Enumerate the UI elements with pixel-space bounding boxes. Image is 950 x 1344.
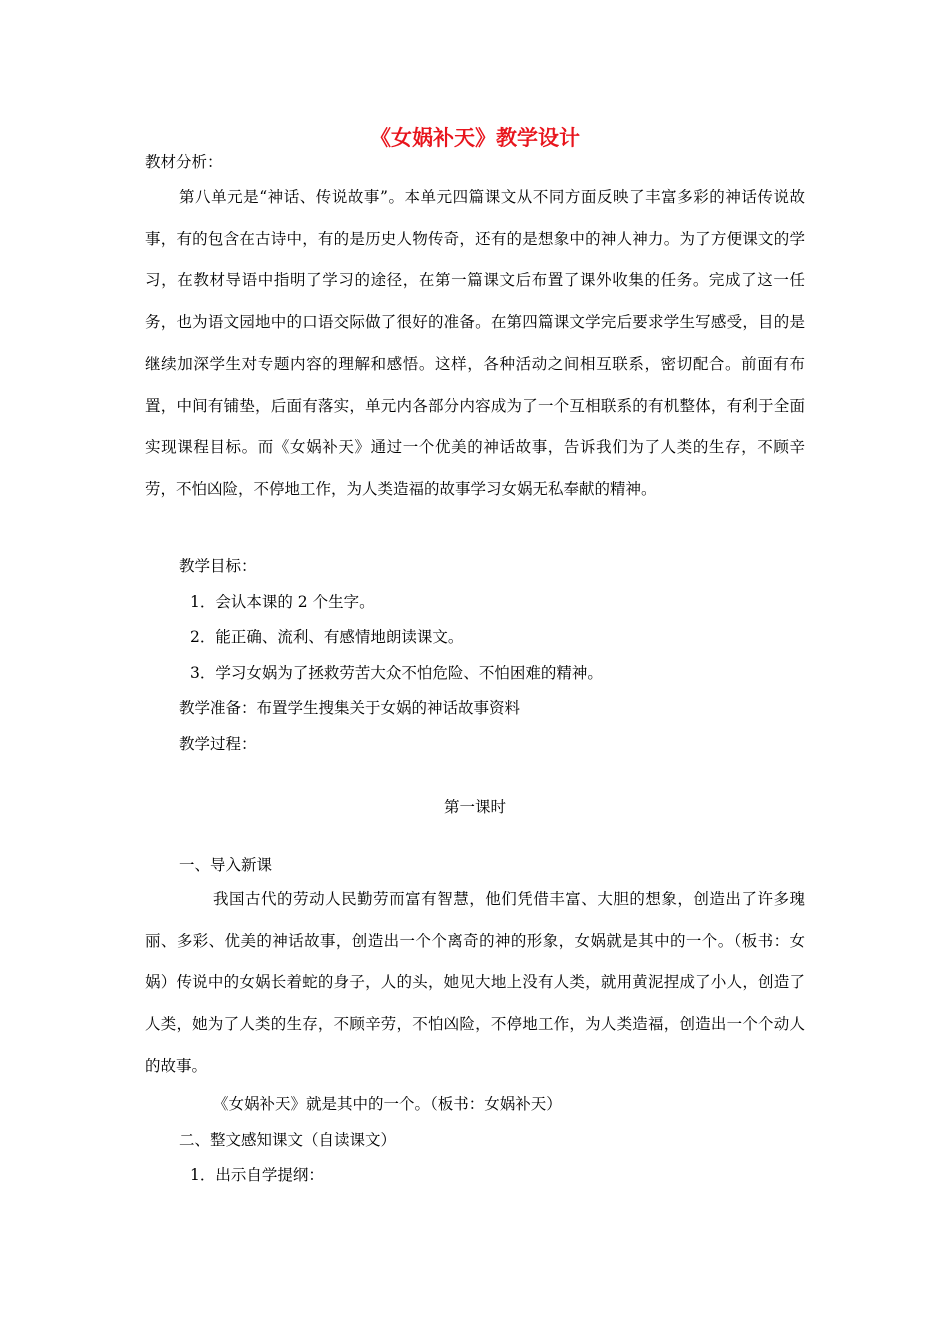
section2-item-1: 1．出示自学提纲： xyxy=(190,1166,324,1184)
lesson-title: 第一课时 xyxy=(443,798,506,816)
material-paragraph: 第八单元是“神话、传说故事”。本单元四篇课文从不同方面反映了丰富多彩的神话传说故事，有的包含在古诗中，有的是历史人物传奇，还有的是想象中的神人神力。为了方便课文的学习，在教材导语中指明了学习的途径，在第一篇课文后布置了课外收集的任务。完成了这一任务，也为语文园地中的口语交际做了很好的准备。在第四篇课文学完后要求学生写感受，目的是继续加深学生对专题内容的理解和感悟。这样，各种活动之间相互联系，密切配合。前面有布置，中间有铺垫，后面有落实，单元内各部分内容成为了一个互相联系的有机整体，有利于全面实现课程目标。而《女娲补天》通过一个优美的神话故事，告诉我们为了人类的生存，不顾辛劳，不怕凶险，不停地工作，为人类造福的故事学习女娲无私奉献的精神。 xyxy=(145,188,805,498)
material-heading: 教材分析： xyxy=(145,153,223,171)
goal-item-2: 2．能正确、流利、有感情地朗读课文。 xyxy=(190,628,464,646)
process-heading: 教学过程： xyxy=(179,735,257,753)
goal-item-1: 1．会认本课的 2 个生字。 xyxy=(190,593,375,611)
document-title: 《女娲补天》教学设计 xyxy=(370,125,580,150)
teaching-prep: 教学准备：布置学生搜集关于女娲的神话故事资料 xyxy=(179,699,521,717)
section1-heading: 一、导入新课 xyxy=(179,856,273,874)
section1-line2: 《女娲补天》就是其中的一个。（板书：女娲补天） xyxy=(213,1095,562,1113)
goals-heading: 教学目标： xyxy=(179,557,257,575)
section1-paragraph: 我国古代的劳动人民勤劳而富有智慧，他们凭借丰富、大胆的想象，创造出了许多瑰丽、多彩、优美的神话故事，创造出一个个离奇的神的形象，女娲就是其中的一个。（板书：女娲）传说中的女娲长着蛇的身子，人的头，她见大地上没有人类，就用黄泥捏成了小人，创造了人类，她为了人类的生存，不顾辛劳，不怕凶险，不停地工作，为人类造福，创造出一个个动人的故事。 xyxy=(145,890,805,1075)
section2-heading: 二、整文感知课文（自读课文） xyxy=(179,1131,397,1149)
goal-item-3: 3．学习女娲为了拯救劳苦大众不怕危险、不怕困难的精神。 xyxy=(190,664,603,682)
